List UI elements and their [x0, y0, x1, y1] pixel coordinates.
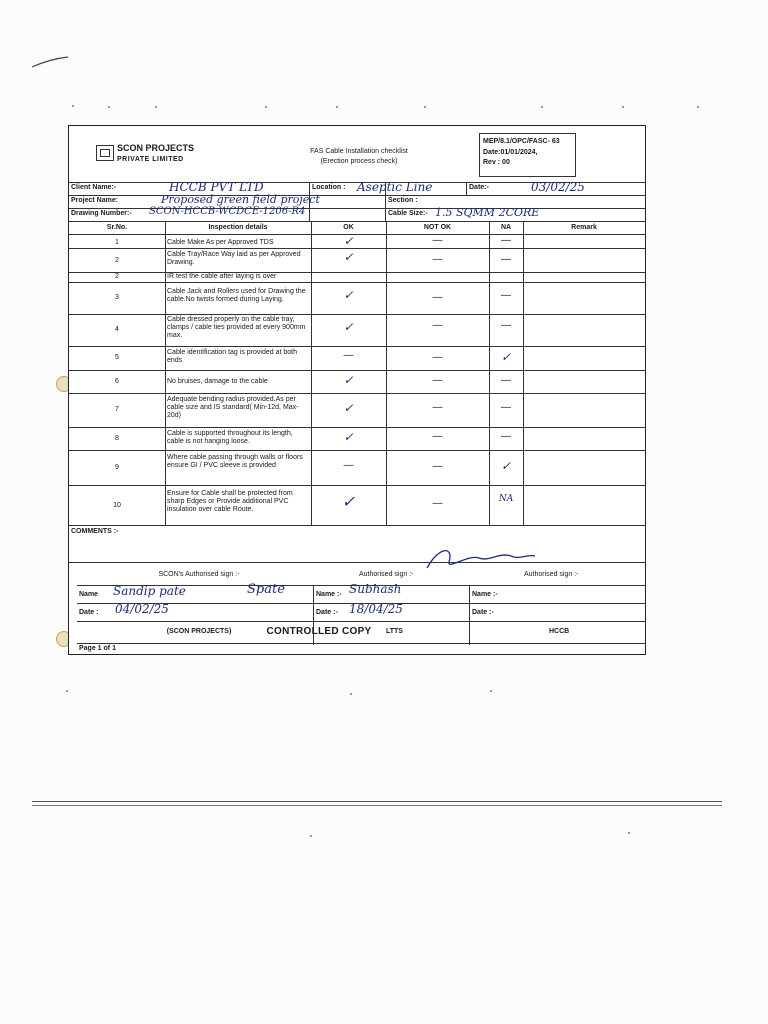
ltts-date-label: Date :-	[316, 609, 338, 616]
date-value: 03/02/25	[531, 180, 585, 194]
controlled-copy: CONTROLLED COPY	[266, 626, 372, 637]
doc-number: MEP/8.1/OPC/FASC- 63	[483, 138, 560, 145]
ltts-org: LTTS	[386, 628, 403, 635]
logo-icon	[96, 145, 114, 161]
scon-date: 04/02/25	[115, 602, 169, 616]
scan-mark	[30, 55, 70, 71]
col-srno: Sr.No.	[106, 224, 128, 231]
drawing-label: Drawing Number:-	[71, 210, 132, 217]
doc-date: Date:01/01/2024,	[483, 149, 538, 156]
scon-signature: Spate	[247, 582, 285, 597]
ltts-signature-top	[419, 544, 539, 576]
form-title: FAS Cable Installation checklist	[310, 148, 408, 155]
cable-size-value: 1.5 SQMM 2CORE	[435, 206, 540, 219]
section-label: Section :	[388, 197, 418, 204]
col-ok: OK	[343, 224, 354, 231]
scon-name: Sandip pate	[113, 584, 186, 598]
doc-rev: Rev : 00	[483, 159, 510, 166]
col-notok: NOT OK	[423, 224, 452, 231]
ltts-date: 18/04/25	[349, 602, 403, 616]
drawing-value: SCON-HCCB-WCDCE-1206-R4	[149, 206, 306, 217]
form-subtitle: (Erection process check)	[320, 158, 398, 165]
page-number: Page 1 of 1	[79, 645, 116, 652]
ltts-signature: Subhash	[349, 582, 402, 596]
col-na: NA	[500, 224, 512, 231]
location-value: Aseptic Line	[357, 180, 433, 194]
location-label: Location :	[312, 184, 346, 191]
col-inspection: Inspection details	[208, 224, 268, 231]
cable-size-label: Cable Size:-	[388, 210, 428, 217]
hccb-name-label: Name :-	[472, 591, 498, 598]
checklist-form: SCON PROJECTS PRIVATE LIMITED FAS Cable Installation checklist (Erection process check) MEP/8.1/OPC/FASC- 63 Date:01/01/2024, Rev : 00 Client Name:- HCCB PVT LTD Location : Aseptic Line Date:- 03/02/25 Project Name: Proposed green field project Section : Drawing Number:- SCON-HCCB-WCDCE-1206-R4 Cable Size:- 1.5 SQMM 2CORE Sr.No. Inspection details OK NOT OK NA Remark 1 Cable Make As per Approved TDS ✓ — — 2 Cable Tray/Race Way laid as per Approved Drawing. ✓ — — 2 IR test the cable after laying is over 3 Cable Jack and Rollers used for Drawing the cable.No twists formed during Laying. ✓ — — 4 Cable dressed properly on the cable tray, clamps / cable ties provided at every 900mm max. ✓ — — 5 Cable identification tag is provided at both ends — — ✓ 6 No bruises, damage to the cable ✓ — — 7 Adequate bending radius provided.As per cable size and IS standard( Min-12d, Max-20d) ✓ — — 8 Cable is supported throughout its length, cable is not hanging loose. ✓ — — 9 Where cable passing through walls or floors ensure GI / PVC sleeve is provided — — ✓ 10 Ensure for Cable shall be protected from sharp Edges or Provide additional PVC insulation over cable Route. ✓ — NA COMMENTS :- SCON's Authorised sign :- Authorised sign :- Authorised sign :- Name Sandip pate Spate Name :- Subhash Name :- Date : 04/02/25 Date :- 18/04/25 Date :- (SCON PROJECTS) CONTROLLED COPY LTTS HCCB Page 1 of 1	[68, 125, 646, 655]
scon-auth-sign: SCON's Authorised sign :-	[158, 571, 240, 578]
client-label: Client Name:-	[71, 184, 117, 191]
company-name: SCON PROJECTS	[117, 143, 195, 153]
hccb-auth-sign: Authorised sign :-	[524, 571, 579, 578]
company-sub: PRIVATE LIMITED	[117, 156, 184, 163]
client-value: HCCB PVT LTD	[169, 180, 264, 194]
scan-line	[32, 805, 722, 806]
project-value: Proposed green field project	[161, 193, 320, 206]
project-label: Project Name:	[71, 197, 119, 204]
col-remark: Remark	[571, 224, 597, 231]
ltts-auth-sign: Authorised sign :-	[359, 571, 414, 578]
scon-org: (SCON PROJECTS)	[166, 628, 232, 635]
comments-label: COMMENTS :-	[71, 528, 119, 535]
scon-name-label: Name	[79, 591, 99, 598]
scon-date-label: Date :	[79, 609, 99, 616]
date-label: Date:-	[469, 184, 489, 191]
hccb-date-label: Date :-	[472, 609, 494, 616]
ltts-name-label: Name :-	[316, 591, 342, 598]
scan-line	[32, 801, 722, 802]
hccb-org: HCCB	[549, 628, 570, 635]
